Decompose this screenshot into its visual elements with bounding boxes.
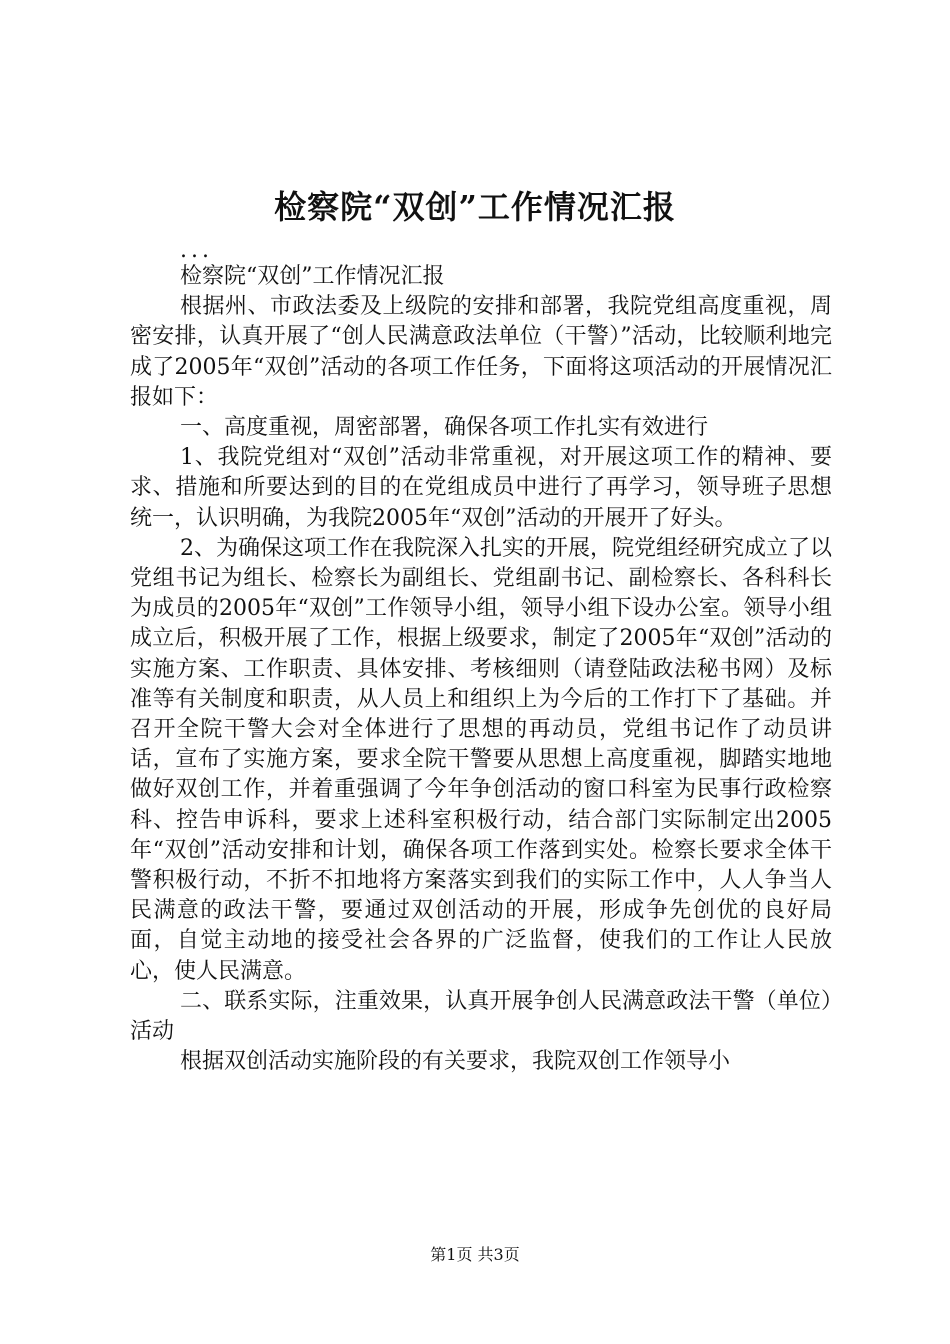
page-footer: 第1页 共3页 [430, 1245, 520, 1264]
body-paragraph-2: 2、为确保这项工作在我院深入扎实的开展，院党组经研究成立了以党组书记为组长、检察长为副组长、党组副书记、副检察长、各科科长为成员的2005年“双创”工作领导小组，领导小组下设办公室。领导小组成立后，积极开展了工作，根据上级要求，制定了2005年“双创”活动的实施方案、工作职责、具体安排、考核细则（请登陆政法秘书网）及标准等有关制度和职责，从人员上和组织上为今后的工作打下了基础。并召开全院干警大会对全体进行了思想的再动员，党组书记作了动员讲话，宣布了实施方案，要求全院干警要从思想上高度重视，脚踏实地地做好双创工作，并着重强调了今年争创活动的窗口科室为民事行政检察科、控告申诉科，要求上述科室积极行动，结合部门实际制定出2005年“双创”活动安排和计划，确保各项工作落到实处。检察长要求全体干警积极行动，不折不扣地将方案落实到我们的实际工作中，人人争当人民满意的政法干警，要通过双创活动的开展，形成争先创优的良好局面，自觉主动地的接受社会各界的广泛监督，使我们的工作让人民放心，使人民满意。 [130, 535, 832, 984]
subtitle-paragraph: 检察院“双创”工作情况汇报 [180, 264, 445, 289]
document-title: 检察院“双创”工作情况汇报 [274, 188, 676, 226]
document-body [130, 240, 832, 1077]
section-heading-2: 二、联系实际，注重效果，认真开展争创人民满意政法干警（单位）活动 [130, 988, 832, 1045]
ellipsis-marker: ... [180, 238, 213, 263]
body-paragraph-1: 1、我院党组对“双创”活动非常重视，对开展这项工作的精神、要求、措施和所要达到的目的在党组成员中进行了再学习，领导班子思想统一，认识明确，为我院2005年“双创”活动的开展开了好头。 [130, 445, 832, 531]
section-heading-1: 一、高度重视，周密部署，确保各项工作扎实有效进行 [180, 415, 709, 441]
body-paragraph-3: 根据双创活动实施阶段的有关要求，我院双创工作领导小 [180, 1049, 731, 1075]
intro-paragraph: 根据州、市政法委及上级院的安排和部署，我院党组高度重视，周密安排，认真开展了“创人民满意政法单位（干警）”活动，比较顺利地完成了2005年“双创”活动的各项工作任务，下面将这项活动的开展情况汇报如下： [130, 294, 832, 410]
